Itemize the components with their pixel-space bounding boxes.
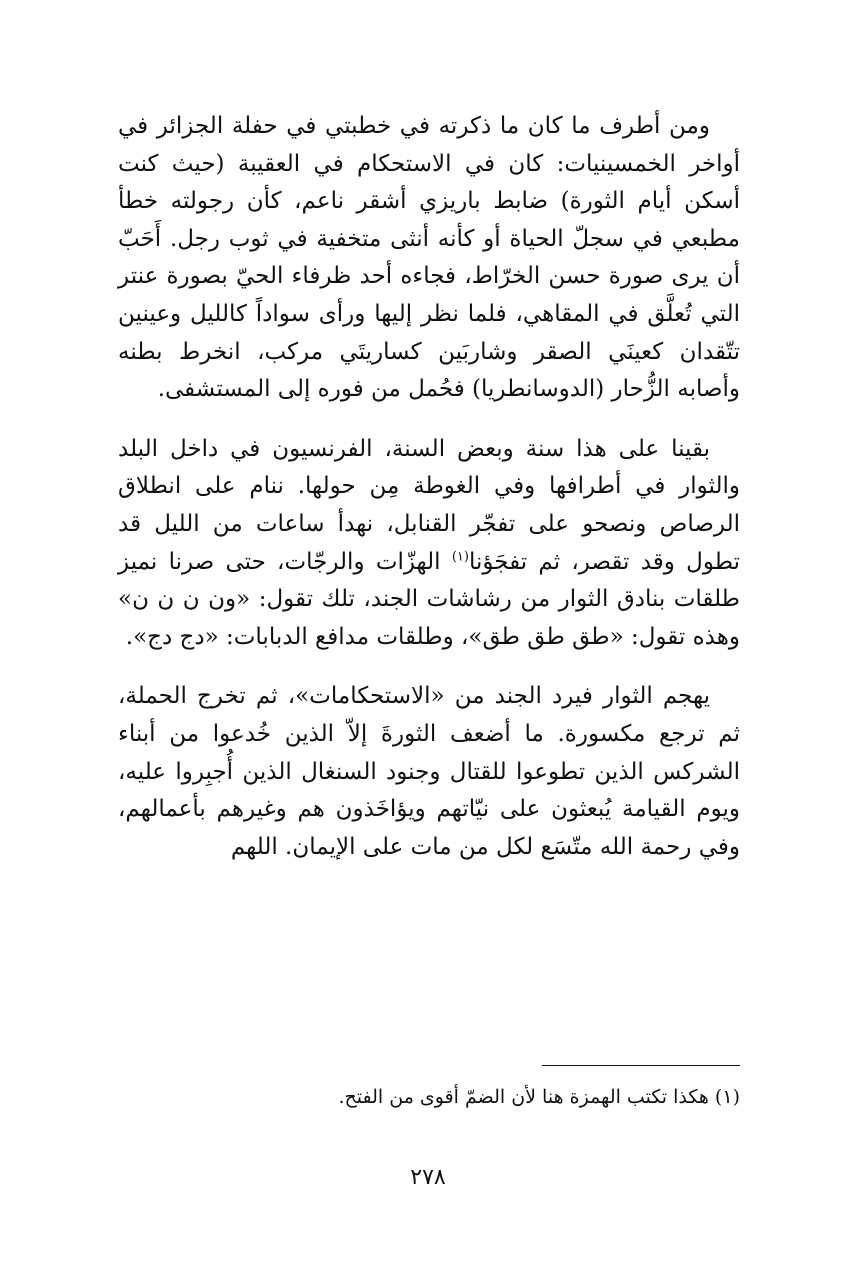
paragraph-2-part-2: الهزّات والرجّات، حتى صرنا نميز طلقات بنادق الثوار من رشاشات الجند، تلك تقول: «ون ن ن ن» وهذه تقول: «طق طق طق»، وطلقات مدافع الدبابات: «دج دج». <box>118 548 740 650</box>
footnote-reference: (١) <box>451 548 469 564</box>
page-number: ٢٧٨ <box>410 1165 446 1190</box>
paragraph-2 <box>118 431 740 657</box>
paragraph-3: يهجم الثوار فيرد الجند من «الاستحكامات»، ثم تخرج الحملة، ثم ترجع مكسورة. ما أضعف الثورةَ إلاّ الذين خُدعوا من أبناء الشركس الذين تطوعوا للقتال وجنود السنغال الذين أُجبِروا عليه، ويوم القيامة يُبعثون على نيّاتهم ويؤاخَذون هم وغيرهم بأعمالهم، وفي رحمة الله متّسَع لكل من مات على الإيمان. اللهم <box>118 683 740 860</box>
body-text <box>118 108 740 888</box>
paragraph-1: ومن أطرف ما كان ما ذكرته في خطبتي في حفلة الجزائر في أواخر الخمسينيات: كان في الاستحكام في العقيبة (حيث كنت أسكن أيام الثورة) ضابط باريزي أشقر ناعم، كأن رجولته خطأ مطبعي في سجلّ الحياة أو كأنه أنثى متخفية في ثوب رجل. أَحَبّ أن يرى صورة حسن الخرّاط، فجاءه أحد ظرفاء الحيّ بصورة عنتر التي تُعلَّق في المقاهي، فلما نظر إليها ورأى سواداً كالليل وعينين تتّقدان كعينَي الصقر وشاربَين كساريتَي مركب، انخرط بطنه وأصابه الزُّحار (الدوسانطريا) فحُمل من فوره إلى المستشفى. <box>118 113 740 403</box>
paragraph-2-part-1: بقينا على هذا سنة وبعض السنة، الفرنسيون في داخل البلد والثوار في أطرافها وفي الغوطة مِن حولها. ننام على انطلاق الرصاص ونصحو على تفجّر القنابل، نهدأ ساعات من الليل قد تطول وقد تقصر، ثم تفجَؤنا <box>118 435 740 575</box>
footnote-divider <box>542 1065 740 1066</box>
footnote: (١) هكذا تكتب الهمزة هنا لأن الضمّ أقوى من الفتح. <box>338 1086 740 1108</box>
